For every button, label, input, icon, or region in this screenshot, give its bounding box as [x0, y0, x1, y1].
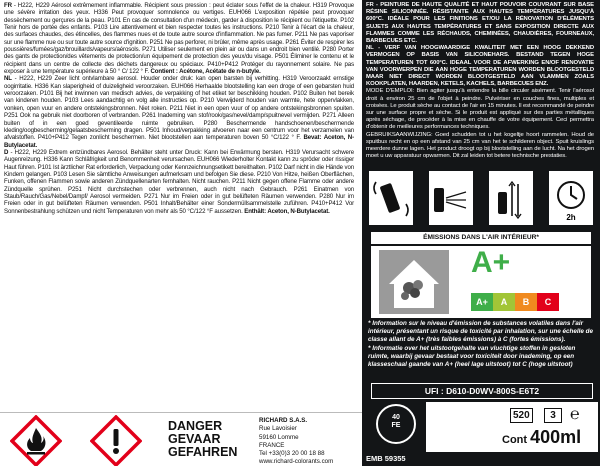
emission-info-fr: * Information sur le niveau d'émission de substances volatiles dans l'air intérieur, présentant un risque de toxicité par inhalation, sur une échelle de classe allant de A+ (très faibles émissions) à C (fortes émissions). [368, 320, 593, 343]
de-contains: Enthält: Aceton, N-Butylacetat. [242, 207, 330, 215]
right-panel [362, 0, 600, 466]
grade-b: B [515, 293, 537, 311]
fr-safety [4, 2, 354, 75]
nl-lead: NL [4, 75, 12, 83]
drying-time-icon [548, 170, 594, 226]
svg-text:2h: 2h [566, 213, 576, 222]
fr-contains: Contient : Acétone, Acétate de n-butyle. [148, 68, 261, 76]
company-city: 59160 Lomme [259, 433, 299, 441]
emission-info [368, 320, 594, 369]
emb-code: EMB 59355 [366, 454, 406, 463]
nl-instructions: GEBRUIKSAANWIJZING: Goed schudden tot u het kogeltje hoort rammelen. Houd de spuitbus recht en op een afstand van 25 cm van het te schilderen object. Spuit kruislings meerdere dunne lagen. Het product droogt op bij blootstelling aan de lucht. Na het drogen moet u uw apparatuur opwarmen. Dit zal leiden tot betere technische prestaties. [366, 131, 594, 160]
content-volume [502, 427, 581, 448]
nl-contains: Bevat: Aceton, N-Butylacetat. [4, 134, 354, 149]
de-body: - H222, H229 Extrem entzündbares Aerosol. Behälter steht unter Druck: Kann bei Erwärmung bersten. H319 Verursacht schwere Augenreizung. H336 Kann Schläfrigkeit und Benommenheit verursachen. EUH066 Wiederholter Kontakt kann zu spröder oder rissiger Haut führen. P101 Ist ärztlicher Rat erforderlich, Verpackung oder Kennzeichnungsetikett bereithalten. P102 Darf nicht in die Hände von Kindern gelangen. P103 Lesen Sie sämtliche Anweisungen aufmerksam und befolgen Sie diese. P210 Von Hitze, heißen Oberflächen, Funken, offenen Flammen sowie anderen Zündquellenarten fernhalten. Nicht rauchen. P211 Nicht gegen offene Flamme oder andere Zündquelle sprühen. P251 Nicht durchstechen oder verbrennen, auch nicht nach Gebrauch. P261 Einatmen von Staub/Rauch/Gas/Nebel/Dampf/ Aerosol vermeiden. P271 Nur im Freien oder in gut belüfteten Räumen verwenden. P280 Nur im Freien oder in gut belüfteten Räumen verwenden. P501 Inhalt/Behälter einer Sondermüllsammelstelle zuführen. P410+P412 Vor Sonnenbestrahlung schützen und nicht Temperaturen von mehr als 50 °C/122 °F aussetzen. [4, 148, 354, 215]
container-info [362, 400, 600, 466]
company-name: RICHARD S.A.S. [259, 417, 308, 424]
emissions-title: ÉMISSIONS DANS L'AIR INTÉRIEUR* [371, 232, 591, 244]
emission-info-nl: * Informatie over het uitstootgehalte van vluchtige stoffen in gesloten ruimte, waarbij gevaar bestaat voor toxiciteit door inademing, op een klasseschaal gaande van A+ (heel lage uitstoot) tot C (hoge uitstoot) [368, 344, 576, 368]
grade-c: C [537, 293, 559, 311]
company-website: www.richard-colorants.com [259, 458, 334, 466]
grade-a-plus: A+ [471, 293, 493, 311]
fr-instructions: MODE D'EMPLOI: Bien agiter jusqu'à entendre la bille circuler aisément. Tenir l'aérosol droit à environ 25 cm de l'objet à peindre. Pulvériser en couches fines, multiples et croisées. Le produit sèche au contact de l'air en 15 minutes. Il est recommandé de peindre sur une surface propre et sèche. Si le produit est appliqué sur des parties métalliques après séchage, de procéder à la mise en chauffe de votre équipement. Ceci permettra d'obtenir de meilleures performances techniques. [366, 88, 594, 131]
exclamation-pictogram-icon [90, 415, 142, 466]
emissions-rating [371, 246, 591, 318]
ufi-value: D610-D0WV-800S-E6T2 [446, 386, 540, 396]
signal-word [168, 420, 237, 459]
ufi-label: UFI : [424, 386, 444, 396]
cont-volume: 400ml [530, 427, 582, 447]
signal-word-fr: DANGER [168, 419, 223, 433]
company-street: Rue Lavoisier [259, 425, 297, 433]
company-phone: Tel +33(0)3 20 00 18 88 [259, 450, 325, 458]
ufi-code [371, 383, 593, 399]
shake-can-icon [368, 170, 414, 226]
grade-big: A+ [471, 246, 511, 279]
usage-icons [368, 170, 594, 228]
fe-number: 40 [392, 414, 400, 421]
signal-word-de: GEFAHREN [168, 445, 238, 459]
product-description [366, 2, 594, 160]
cont-label: Cont [502, 434, 528, 446]
divider [0, 412, 362, 413]
nl-safety [4, 75, 354, 148]
grade-scale [471, 293, 559, 311]
fe-badge-text [376, 414, 416, 430]
code-3: 3 [544, 408, 562, 423]
flame-pictogram-icon [10, 415, 62, 466]
nl-body: - H222, H229 Zeer licht ontvlambare aerosol. Houder onder druk: kan open barsten bij verhitting. H319 Veroorzaakt ernstige oogirritatie. H336 Kan slaperigheid of duizeligheid veroorzaken. EUH066 Herhaalde blootstelling kan een droge of een gebarsten huid veroorzaken. P101 Bij het inwinnen van medisch advies, de verpakking of het etiket ter beschikking houden. P102 Buiten het bereik van kinderen houden. P103 Lees aandachtig en volg alle instructies op. P210 Verwijderd houden van warmte, hete oppervlakken, vonken, open vuur en andere ontstekingsbronnen. Niet roken. P211 Niet in een open vuur of op andere ontstekingsbronnen spuiten. P251 Ook na gebruik niet doorboren of verbranden. P261 Inademing van stof/rook/gas/nevel/damp/spuitnevel vermijden. P271 Alleen buiten of in een goed geventileerde ruimte gebruiken. P280 Beschermende handschoenen/beschermende kleding/oogbescherming/gelaatsbescherming dragen. P501 Inhoud/verpakking afvoeren naar een centrum voor het verzamelen van afvalstoffen. P410+P412 Tegen zonlicht beschermen. Niet blootstellen aan temperaturen boven 50 °C/122 ° F. [4, 75, 354, 142]
company-country: FRANCE [259, 441, 285, 449]
volume-box [426, 402, 598, 452]
code-520: 520 [510, 408, 533, 423]
spray-distance-icon [428, 170, 474, 226]
fr-lead: FR [4, 2, 12, 9]
signal-word-nl: GEVAAR [168, 432, 221, 446]
grade-a: A [493, 293, 515, 311]
fr-body: - H222, H229 Aérosol extrêmement inflammable. Récipient sous pression : peut éclater sous l'effet de la chaleur. H319 Provoque une sévère irritation des yeux. H336 Peut provoquer somnolence ou vertiges. EUH066 L'exposition répétée peut provoquer dessèchement ou gerçures de la peau. P101 En cas de consultation d'un médecin, garder à disposition le récipient ou l'étiquette. P102 Tenir hors de portée des enfants. P103 Lire attentivement et bien respecter toutes les instructions. P210 Tenir à l'écart de la chaleur, des surfaces chaudes, des étincelles, des flammes nues et de toute autre source d'inflammation. Ne pas fumer. P211 Ne pas vaporiser sur une flamme nue ou sur toute autre source d'ignition. P251 Ne pas perforer, ni brûler, même après usage. P261 Éviter de respirer les poussières/fumées/gaz/brouillards/vapeurs/aérosols. P271 Utiliser seulement en plein air ou dans un endroit bien ventilé. P280 Porter des gants de protection/des vêtements de protection/un équipement de protection des yeux/du visage. P501 Éliminer le contenu et le récipient dans un centre de collecte des déchets dangereux ou spéciaux. P410+P412 Protéger du rayonnement solaire. Ne pas exposer à une température supérieure à 50 ° C/ 122 ° F. [4, 2, 354, 76]
nl-description: NL - VERF VAN HOOGWAARDIGE KWALITEIT MET EEN HOOG DEKKEND VERMOGEN OP BASIS VAN SILICONEHARS. BESTAND TEGEN HOGE TEMPERATUREN TOT 600°C. IDEAAL VOOR DE AFWERKING EN/OF RENOVATIE VAN VOORWERPEN DIE AAN HOGE TEMPERATUREN WORDEN BLOOTGESTELD MAAR NIET DIRECT WORDEN BLOOTGESTELD AAN VLAMMEN ZOALS KOOKPLATEN, HAARDEN, KETELS, KACHELS, BARBECUES ENZ. [366, 45, 594, 88]
fr-description: FR - PEINTURE DE HAUTE QUALITÉ ET HAUT POUVOIR COUVRANT SUR BASE RÉSINE SILICONNÉE. RÉSISTANTE AUX HAUTES TEMPÉRATURES JUSQU'À 600°C. IDÉALE POUR LES FINITIONS ET/OU LA RÉNOVATION D'ÉLÉMENTS SUJETS AUX HAUTES TEMPÉRATURES ET SANS EXPOSITION DIRECTE AUX FLAMMES COMME LES RÉCHAUDS, CHEMINÉES, CHAUDIÈRES, FOURNEAUX, BARBECUES ETC. [366, 2, 594, 45]
de-safety [4, 149, 354, 215]
de-lead: D [4, 148, 9, 156]
spray-motion-icon [488, 170, 534, 226]
company-address [259, 417, 359, 466]
safety-text [4, 2, 354, 215]
fe-label: FE [391, 422, 401, 429]
house-icon [379, 250, 449, 314]
estimated-sign: ℮ [570, 406, 580, 423]
